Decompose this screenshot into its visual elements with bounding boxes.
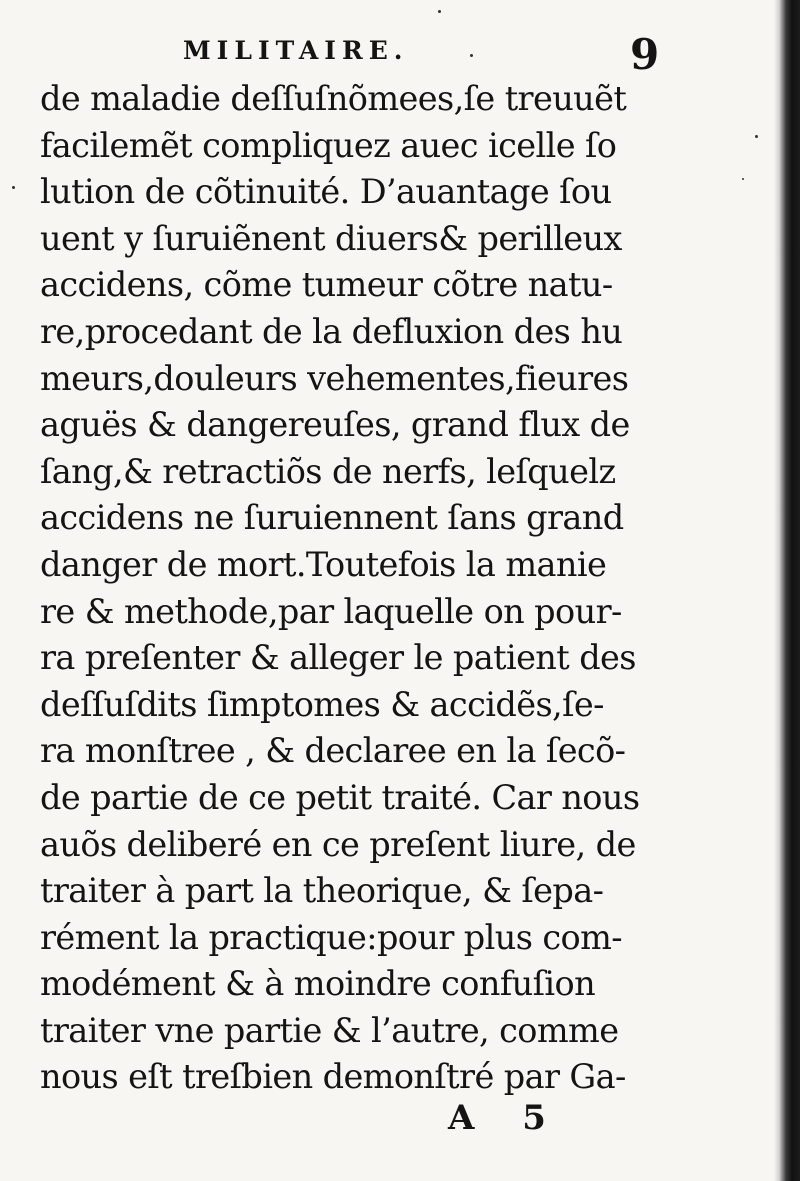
running-title: MILITAIRE. bbox=[183, 36, 409, 65]
text-line: accidens ne ſuruiennent ſans grand bbox=[40, 498, 624, 538]
text-line: de maladie deſſuſnõmees,ſe treuuẽt bbox=[40, 79, 627, 118]
ink-speck bbox=[755, 135, 758, 138]
page-edge bbox=[780, 0, 800, 1181]
text-line: nous eſt treſbien demonſtré par Ga- bbox=[40, 1057, 626, 1097]
text-line: lution de cõtinuité. D’auantage ſou bbox=[40, 172, 612, 212]
body-text bbox=[40, 76, 648, 1101]
text-line: traiter à part la theorique, & ſepa- bbox=[40, 871, 604, 911]
ink-speck bbox=[438, 10, 441, 13]
text-line: aguës & dangereuſes, grand flux de bbox=[40, 405, 630, 445]
text-line: rément la practique:pour plus com- bbox=[40, 917, 622, 957]
text-line: facilemẽt compliquez auec icelle ſo bbox=[40, 125, 617, 165]
signature-mark: A 5 bbox=[448, 1098, 564, 1138]
text-line: ſang,& retractiõs de nerfs, leſquelz bbox=[40, 451, 616, 491]
text-line: meurs,douleurs vehementes,fieures bbox=[40, 358, 629, 398]
ink-speck bbox=[470, 54, 473, 57]
text-line: re & methode,par laquelle on pour- bbox=[40, 591, 622, 631]
text-line: danger de mort.Toutefois la manie bbox=[40, 544, 607, 584]
text-line: traiter vne partie & l’autre, comme bbox=[40, 1010, 619, 1050]
text-line: ra preſenter & alleger le patient des bbox=[40, 638, 636, 678]
text-line: accidens, cõme tumeur cõtre natu- bbox=[40, 265, 613, 305]
text-line: uent y ſuruiẽnent diuers& perilleux bbox=[40, 218, 622, 258]
page-number: 9 bbox=[630, 30, 660, 79]
text-line: auõs deliberé en ce preſent liure, de bbox=[40, 824, 636, 864]
running-head bbox=[0, 30, 780, 79]
text-line: de partie de ce petit traité. Car nous bbox=[40, 777, 640, 817]
text-line: re,procedant de la defluxion des hu bbox=[40, 311, 623, 351]
text-line: ra monſtree , & declaree en la ſecõ- bbox=[40, 731, 626, 771]
ink-speck bbox=[12, 186, 15, 189]
ink-speck bbox=[742, 178, 744, 180]
text-line: deſſuſdits ſimptomes & accidẽs,ſe- bbox=[40, 684, 604, 724]
text-line: modément & à moindre confuſion bbox=[40, 964, 596, 1004]
